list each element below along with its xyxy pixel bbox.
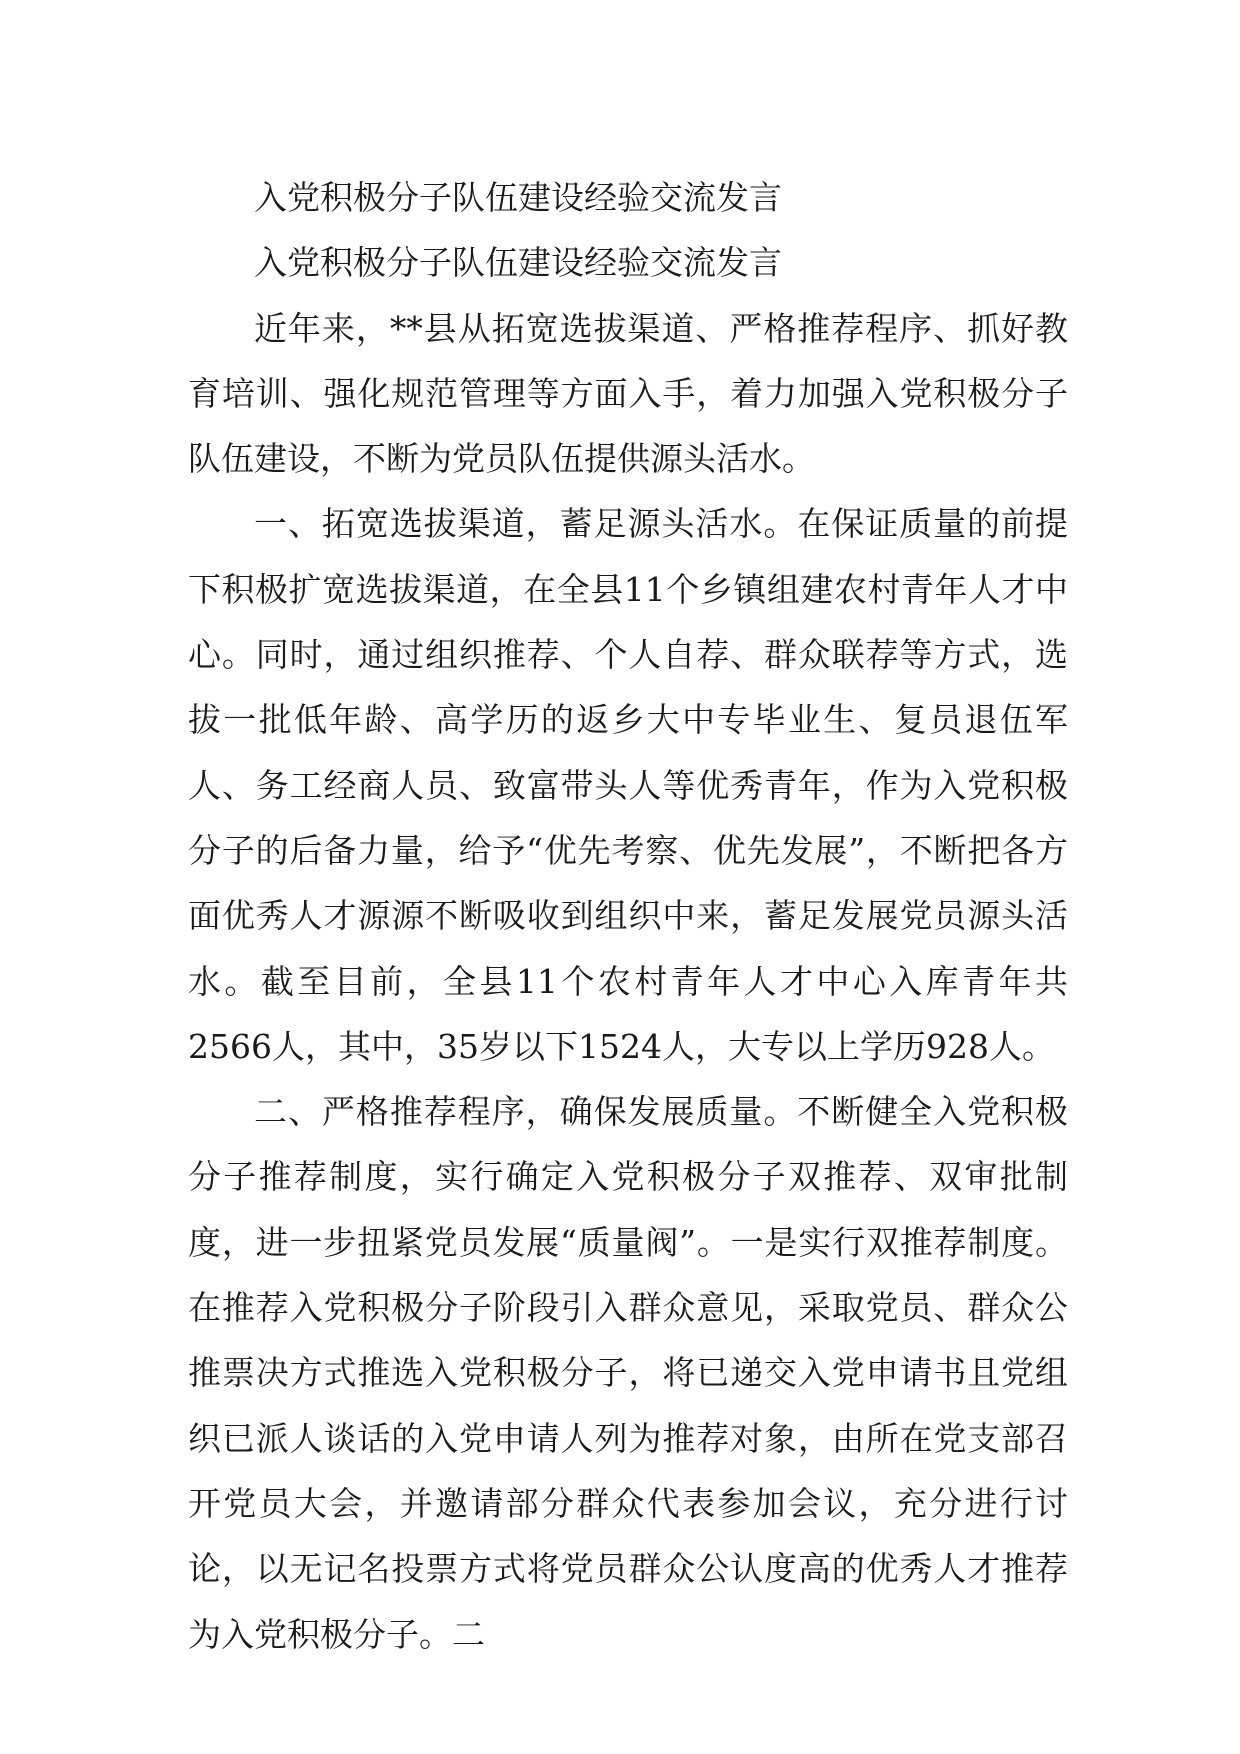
document-title: 入党积极分子队伍建设经验交流发言 xyxy=(254,178,782,217)
paragraph-section-1: 一、拓宽选拔渠道，蓄足源头活水。在保证质量的前提下积极扩宽选拔渠道，在全县11个乡镇组建农村青年人才中心。同时，通过组织推荐、个人自荐、群众联荐等方式，选拔一批低年龄、高学历的返乡大中专毕业生、复员退伍军人、务工经商人员、致富带头人等优秀青年，作为入党积极分子的后备力量，给予“优先考察、优先发展”，不断把各方面优秀人才源源不断吸收到组织中来，蓄足发展党员源头活水。截至目前，全县11个农村青年人才中心入库青年共2566人，其中，35岁以下1524人，大专以上学历928人。 xyxy=(188,504,1068,1066)
document-body xyxy=(188,165,1068,1667)
paragraph-section-2: 二、严格推荐程序，确保发展质量。不断健全入党积极分子推荐制度，实行确定入党积极分子双推荐、双审批制度，进一步扭紧党员发展“质量阀”。一是实行双推荐制度。在推荐入党积极分子阶段引入群众意见，采取党员、群众公推票决方式推选入党积极分子，将已递交入党申请书且党组织已派人谈话的入党申请人列为推荐对象，由所在党支部召开党员大会，并邀请部分群众代表参加会议，充分进行讨论，以无记名投票方式将党员群众公认度高的优秀人才推荐为入党积极分子。二 xyxy=(188,1092,1068,1654)
paragraph-intro: 近年来，**县从拓宽选拔渠道、严格推荐程序、抓好教育培训、强化规范管理等方面入手，着力加强入党积极分子队伍建设，不断为党员队伍提供源头活水。 xyxy=(188,308,1068,479)
document-subtitle: 入党积极分子队伍建设经验交流发言 xyxy=(254,243,782,283)
